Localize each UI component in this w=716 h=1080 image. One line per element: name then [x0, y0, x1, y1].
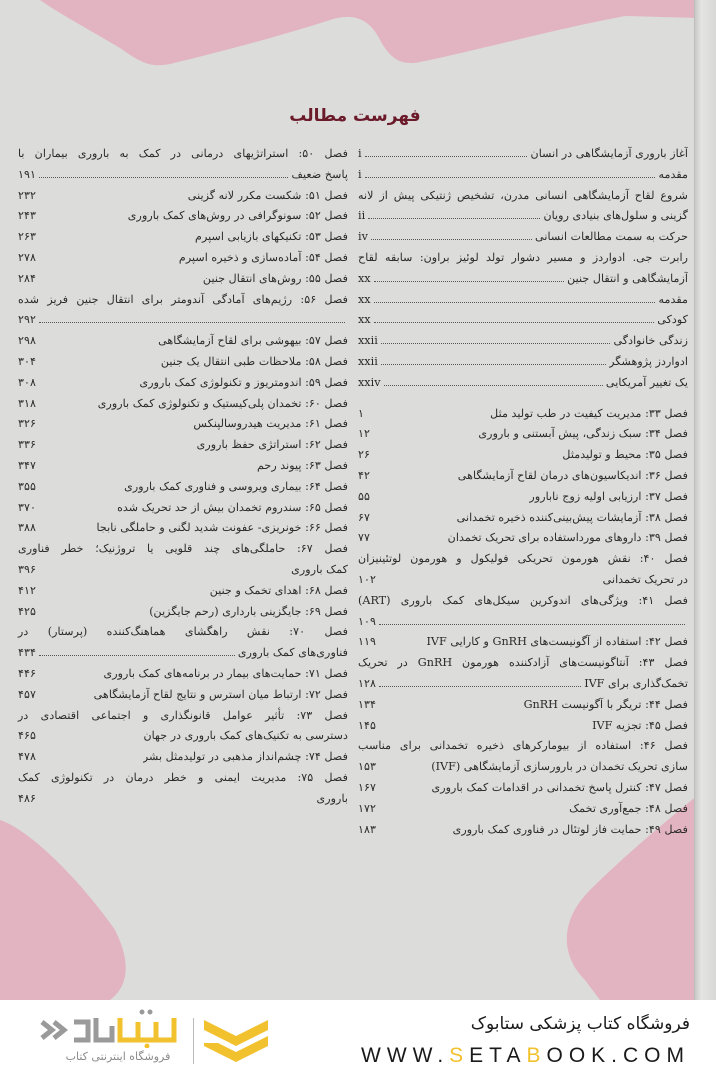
- url-part: OOK.COM: [546, 1044, 690, 1067]
- toc-page-number: ۲۶۳: [18, 230, 37, 244]
- toc-page-number: ۳۰۸: [18, 375, 37, 389]
- toc-page-number: xx: [358, 271, 371, 285]
- toc-entry-title: فصل ۵۷: بیهوشی برای لقاح آزمایشگاهی: [158, 334, 348, 348]
- toc-page-number: ۳۱۸: [18, 396, 37, 410]
- toc-entry[interactable]: [358, 310, 688, 331]
- dot-leader: [379, 686, 581, 687]
- toc-entry-title: فصل ۳۴: سبک زندگی، پیش آبستنی و باروری: [478, 427, 688, 441]
- toc-entry-title: فصل ۳۳: مدیریت کیفیت در طب تولید مثل: [490, 406, 688, 420]
- toc-entry-title: فصل ۴۲: استفاده از آگونیست‌های GnRH و کارایی IVF: [426, 635, 688, 649]
- toc-entry[interactable]: [18, 414, 348, 435]
- toc-entry[interactable]: [18, 310, 348, 331]
- toc-page-number: ۴۶۵: [18, 729, 37, 743]
- toc-page-number: ۲۹۲: [18, 313, 37, 327]
- toc-entry-title: فصل ۶۱: مدیریت هیدروسالپنکس: [193, 417, 348, 431]
- toc-page-number: ۴۵۷: [18, 687, 37, 701]
- toc-entry-line[interactable]: فصل ۴۶: استفاده از بیومارکرهای ذخیره تخمدانی برای مناسب: [358, 739, 688, 753]
- toc-entry-title: تخمک‌گذاری برای IVF: [584, 676, 688, 690]
- toc-entry-line[interactable]: فصل ۶۷: حاملگی‌های چند قلویی یا تروژنیک؛ خطر فناوری: [18, 542, 348, 556]
- toc-page-number: ۱: [358, 406, 365, 420]
- toc-entry[interactable]: [18, 186, 348, 207]
- toc-entry-line[interactable]: فصل ۷۰: نقش راهگشای هماهنگ‌کننده (پرستار) در: [18, 625, 348, 639]
- dot-leader: [365, 156, 528, 157]
- toc-entry-title: فصل ۷۱: حمایت‌های بیمار در برنامه‌های کمک باروری: [103, 666, 348, 680]
- toc-entry[interactable]: [18, 248, 348, 269]
- toc-page-number: ۱۲: [358, 427, 371, 441]
- toc-entry-title: فصل ۵۹: اندومتریوز و تکنولوژی کمک باروری: [139, 375, 348, 389]
- toc-page-number: ۲۴۳: [18, 209, 37, 223]
- toc-entry[interactable]: [18, 331, 348, 352]
- setabook-logo-wordmark[interactable]: [36, 1008, 186, 1048]
- toc-page-number: ۱۲۸: [358, 676, 377, 690]
- toc-entry-title: فصل ۵۲: سونوگرافی در روش‌های کمک باروری: [127, 209, 348, 223]
- url-highlight-s: S: [449, 1044, 470, 1067]
- toc-entry-title: فصل ۵۵: روش‌های انتقال جنین: [202, 271, 348, 285]
- toc-page-number: ۱۰۹: [358, 614, 377, 628]
- toc-page-number: i: [358, 147, 362, 160]
- toc-page-number: ۳۸۸: [18, 521, 37, 535]
- toc-page-number: iv: [358, 230, 368, 244]
- dot-leader: [368, 218, 540, 219]
- toc-entry-title: کودکی: [657, 313, 688, 327]
- toc-entry[interactable]: [358, 331, 688, 352]
- toc-entry-line[interactable]: فصل ۵۶: رژیم‌های آمادگی آندومتر برای انتقال جنین فریز شده: [18, 292, 348, 306]
- toc-entry-title: سازی تحریک تخمدان در بارورسازی آزمایشگاهی (IVF): [431, 760, 688, 774]
- toc-entry[interactable]: [18, 373, 348, 394]
- toc-page-number: ۱۱۹: [358, 635, 377, 649]
- toc-entry[interactable]: [18, 394, 348, 415]
- toc-entry[interactable]: [18, 685, 348, 706]
- toc-entry[interactable]: [358, 269, 688, 290]
- dot-leader: [371, 239, 532, 240]
- toc-entry-title: فناوری‌های کمک باروری: [237, 646, 348, 660]
- toc-entry-title: در تحریک تخمدانی: [602, 572, 688, 586]
- toc-entry-title: فصل ۷۴: چشم‌انداز مذهبی در تولیدمثل بشر: [142, 750, 348, 764]
- toc-page-number: ۱۴۵: [358, 718, 377, 732]
- toc-page-number: xx: [358, 313, 371, 327]
- toc-entry-line[interactable]: فصل ۴۰: نقش هورمون تحریکی فولیکول و هورمون لوتئینیزان: [358, 552, 688, 566]
- toc-entry[interactable]: [18, 477, 348, 498]
- page-title: فهرست مطالب: [289, 106, 421, 126]
- toc-entry[interactable]: [18, 227, 348, 248]
- dot-leader: [374, 281, 565, 282]
- toc-entry-title: حرکت به سمت مطالعات انسانی: [535, 230, 688, 244]
- url-part: ETA: [469, 1044, 527, 1067]
- toc-entry-line[interactable]: فصل ۴۳: آنتاگونیست‌های آزادکننده هورمون GnRH در تحریک: [358, 656, 688, 670]
- toc-entry[interactable]: [18, 456, 348, 477]
- toc-page-number: ۱۷۲: [358, 801, 377, 815]
- toc-entry-line[interactable]: رابرت جی. ادواردز و مسیر دشوار تولد لوئیز براون: سابقه لقاح: [358, 250, 688, 264]
- toc-entry[interactable]: [358, 352, 688, 373]
- toc-entry-title: فصل ۶۴: بیماری ویروسی و فناوری کمک باروری: [124, 479, 348, 493]
- toc-entry-title: فصل ۵۳: تکنیکهای بازیابی اسپرم: [195, 230, 348, 244]
- toc-page-number: ۱۵۳: [358, 760, 377, 774]
- toc-entry[interactable]: [358, 290, 688, 311]
- toc-entry[interactable]: [358, 716, 688, 737]
- toc-page-number: ۳۴۷: [18, 458, 37, 472]
- toc-entry[interactable]: [358, 570, 688, 591]
- toc-entry[interactable]: [358, 227, 688, 248]
- dot-leader: [374, 302, 656, 303]
- toc-entry[interactable]: [18, 643, 348, 664]
- toc-entry[interactable]: [18, 602, 348, 623]
- book-spine-edge: [694, 0, 716, 1000]
- toc-entry-title: فصل ۶۹: جایگزینی بارداری (رحم جایگزین): [149, 604, 348, 618]
- toc-page-number: i: [358, 167, 362, 181]
- toc-page-number: ۴۸۶: [18, 791, 37, 805]
- toc-entry-title: پاسخ ضعیف: [291, 167, 348, 181]
- toc-page-number: ۴۲: [358, 468, 371, 482]
- toc-entry-title: فصل ۴۴: تریگر با آگونیست GnRH: [523, 697, 688, 711]
- toc-entry[interactable]: [358, 674, 688, 695]
- toc-entry-title: زندگی خانوادگی: [613, 334, 688, 348]
- toc-page-number: ۳۰۴: [18, 354, 37, 368]
- toc-entry-title: مقدمه: [658, 292, 688, 306]
- toc-entry-title: فصل ۵۱: شکست مکرر لانه گزینی: [187, 188, 348, 202]
- toc-page-number: ۴۳۴: [18, 646, 37, 660]
- toc-entry[interactable]: [358, 404, 688, 425]
- toc-entry-title: فصل ۶۲: استراتژی حفظ باروری: [196, 438, 348, 452]
- toc-entry-title: آزمایشگاهی و انتقال جنین: [567, 271, 688, 285]
- toc-entry[interactable]: [358, 695, 688, 716]
- toc-page-number: xxii: [358, 334, 378, 348]
- toc-entry-title: فصل ۶۵: سندروم تخمدان بیش از حد تحریک شده: [117, 500, 348, 514]
- toc-page-number: xx: [358, 292, 371, 306]
- dot-leader: [381, 364, 606, 365]
- toc-entry[interactable]: [18, 498, 348, 519]
- toc-page-number: ۷۷: [358, 531, 371, 545]
- toc-entry[interactable]: [358, 373, 688, 394]
- dot-leader: [39, 655, 235, 656]
- toc-entry[interactable]: [358, 508, 688, 529]
- store-banner: [0, 1000, 716, 1080]
- toc-entry[interactable]: [358, 424, 688, 445]
- toc-entry-title: فصل ۶۶: خونریزی- عفونت شدید لگنی و حاملگی نابجا: [96, 521, 348, 535]
- toc-entry-title: فصل ۳۸: آزمایشات پیش‌بینی‌کننده ذخیره تخمدانی: [456, 510, 688, 524]
- toc-entry[interactable]: [18, 789, 348, 810]
- toc-entry-title: فصل ۳۶: اندیکاسیون‌های درمان لقاح آزمایشگاهی: [457, 468, 688, 482]
- toc-entry[interactable]: [358, 820, 688, 841]
- toc-page-number: ۵۵: [358, 489, 371, 503]
- toc-entry[interactable]: [358, 466, 688, 487]
- toc-entry-title: فصل ۴۸: جمع‌آوری تخمک: [569, 801, 688, 815]
- toc-page-number: ۴۱۲: [18, 583, 37, 597]
- toc-entry[interactable]: [18, 726, 348, 747]
- toc-entry-line[interactable]: فصل ۷۳: تأثیر عوامل قانونگذاری و اجتماعی اقتصادی در: [18, 708, 348, 722]
- toc-entry-title: مقدمه: [658, 167, 688, 181]
- toc-entry-title: فصل ۶۳: پیوند رحم: [256, 458, 348, 472]
- toc-entry[interactable]: [18, 664, 348, 685]
- toc-entry-title: فصل ۴۵: تجزیه IVF: [592, 718, 688, 732]
- toc-page-number: ۴۷۸: [18, 750, 37, 764]
- toc-entry-title: فصل ۴۷: کنترل پاسخ تخمدانی در اقدامات کمک باروری: [431, 780, 688, 794]
- toc-page-number: ۳۵۵: [18, 479, 37, 493]
- toc-page-number: ۱۰۲: [358, 572, 377, 586]
- toc-entry-title: آغاز باروری آزمایشگاهی در انسان: [530, 147, 688, 160]
- toc-entry[interactable]: [358, 144, 688, 165]
- toc-entry[interactable]: [358, 528, 688, 549]
- toc-entry[interactable]: [358, 206, 688, 227]
- dot-leader: [365, 177, 656, 178]
- toc-entry-title: دسترسی به تکنیک‌های کمک باروری در جهان: [143, 729, 348, 743]
- toc-page-number: ۱۹۱: [18, 167, 37, 181]
- toc-entry[interactable]: [358, 757, 688, 778]
- shop-name: فروشگاه کتاب پزشکی ستابوک: [470, 1014, 690, 1034]
- toc-entry[interactable]: [18, 269, 348, 290]
- toc-entry-title: فصل ۳۵: محیط و تولیدمثل: [562, 448, 688, 462]
- dot-leader: [384, 385, 603, 386]
- toc-entry-title: فصل ۶۰: تخمدان پلی‌کیستیک و تکنولوژی کمک باروری: [97, 396, 348, 410]
- toc-entry[interactable]: [18, 560, 348, 581]
- toc-entry[interactable]: [18, 747, 348, 768]
- toc-entry-title: یک تغییر آمریکایی: [605, 375, 688, 389]
- toc-page-number: ۳۲۶: [18, 417, 37, 431]
- toc-page-number: ۲۸۴: [18, 271, 37, 285]
- toc-page-number: ۱۸۳: [358, 822, 377, 836]
- pink-decoration-top: [0, 0, 700, 90]
- toc-entry-title: فصل ۴۹: حمایت فاز لوتئال در فناوری کمک باروری: [452, 822, 688, 836]
- toc-page-number: ۱۶۷: [358, 780, 377, 794]
- toc-entry[interactable]: [18, 518, 348, 539]
- toc-entry-title: کمک باروری: [291, 562, 348, 576]
- toc-entry[interactable]: [18, 435, 348, 456]
- url-part: WWW.: [361, 1044, 450, 1067]
- toc-entry-title: فصل ۷۲: ارتباط میان استرس و نتایج لقاح آزمایشگاهی: [93, 687, 348, 701]
- toc-page-number: ۱۳۴: [358, 697, 377, 711]
- toc-entry[interactable]: [358, 445, 688, 466]
- toc-page-number: ۴۲۵: [18, 604, 37, 618]
- logo-wordmark-icon: [36, 1008, 186, 1048]
- toc-entry[interactable]: [358, 778, 688, 799]
- toc-entry[interactable]: [358, 165, 688, 186]
- toc-page-number: xxiv: [358, 375, 381, 389]
- toc-entry[interactable]: [18, 165, 348, 186]
- website-url-link[interactable]: [361, 1044, 690, 1068]
- dot-leader: [374, 322, 655, 323]
- toc-page-number: ۲۳۲: [18, 188, 37, 202]
- toc-column-left: [18, 144, 348, 810]
- toc-entry[interactable]: [18, 206, 348, 227]
- toc-page-number: ۶۷: [358, 510, 371, 524]
- toc-entry-line[interactable]: شروع لقاح آزمایشگاهی انسانی مدرن، تشخیص ژنتیکی پیش از لانه: [358, 188, 688, 202]
- toc-entry-title: فصل ۳۷: ارزیابی اولیه زوج نابارور: [529, 489, 688, 503]
- url-highlight-b: B: [526, 1044, 547, 1067]
- toc-page-number: ۲۶: [358, 448, 371, 462]
- toc-entry[interactable]: [358, 632, 688, 653]
- logo-subtitle: فروشگاه اینترنتی کتاب: [65, 1050, 171, 1063]
- toc-page: [14, 96, 696, 996]
- dot-leader: [379, 624, 685, 625]
- toc-entry-title: باروری: [316, 791, 348, 805]
- toc-page-number: ۴۴۶: [18, 666, 37, 680]
- setabook-chevron-logo-icon: [200, 1014, 272, 1066]
- logo-divider: [193, 1018, 194, 1064]
- toc-entry-title: فصل ۳۹: داروهای مورداستفاده برای تحریک تخمدان: [447, 531, 688, 545]
- toc-entry[interactable]: [18, 352, 348, 373]
- toc-page-number: ۳۷۰: [18, 500, 37, 514]
- toc-entry-title: ادواردز پژوهشگر: [609, 354, 688, 368]
- toc-page-number: xxii: [358, 354, 378, 368]
- toc-page-number: ii: [358, 209, 366, 223]
- dot-leader: [381, 343, 611, 344]
- dot-leader: [39, 177, 288, 178]
- toc-entry-title: فصل ۶۸: اهدای تخمک و جنین: [209, 583, 348, 597]
- toc-page-number: ۲۹۸: [18, 334, 37, 348]
- toc-entry-title: فصل ۵۸: ملاحظات طبی انتقال یک جنین: [160, 354, 348, 368]
- toc-entry[interactable]: [358, 612, 688, 633]
- toc-entry-title: فصل ۵۴: آماده‌سازی و ذخیره اسپرم: [178, 250, 348, 264]
- toc-entry-line[interactable]: فصل ۴۱: ویژگی‌های اندوکرین سیکل‌های کمک باروری (ART): [358, 593, 688, 607]
- toc-page-number: ۲۷۸: [18, 250, 37, 264]
- toc-entry[interactable]: [358, 799, 688, 820]
- toc-entry-title: گزینی و سلول‌های بنیادی رویان: [543, 209, 688, 223]
- toc-entry-line[interactable]: فصل ۵۰: استراتژیهای درمانی در کمک به باروری بیماران با: [18, 147, 348, 160]
- section-gap: [358, 394, 688, 404]
- toc-page-number: ۳۳۶: [18, 438, 37, 452]
- toc-column-right: [358, 144, 688, 840]
- toc-page-number: ۳۹۶: [18, 562, 37, 576]
- toc-entry[interactable]: [358, 487, 688, 508]
- dot-leader: [39, 322, 345, 323]
- toc-entry-line[interactable]: فصل ۷۵: مدیریت ایمنی و خطر درمان در تکنولوژی کمک: [18, 770, 348, 784]
- toc-entry[interactable]: [18, 581, 348, 602]
